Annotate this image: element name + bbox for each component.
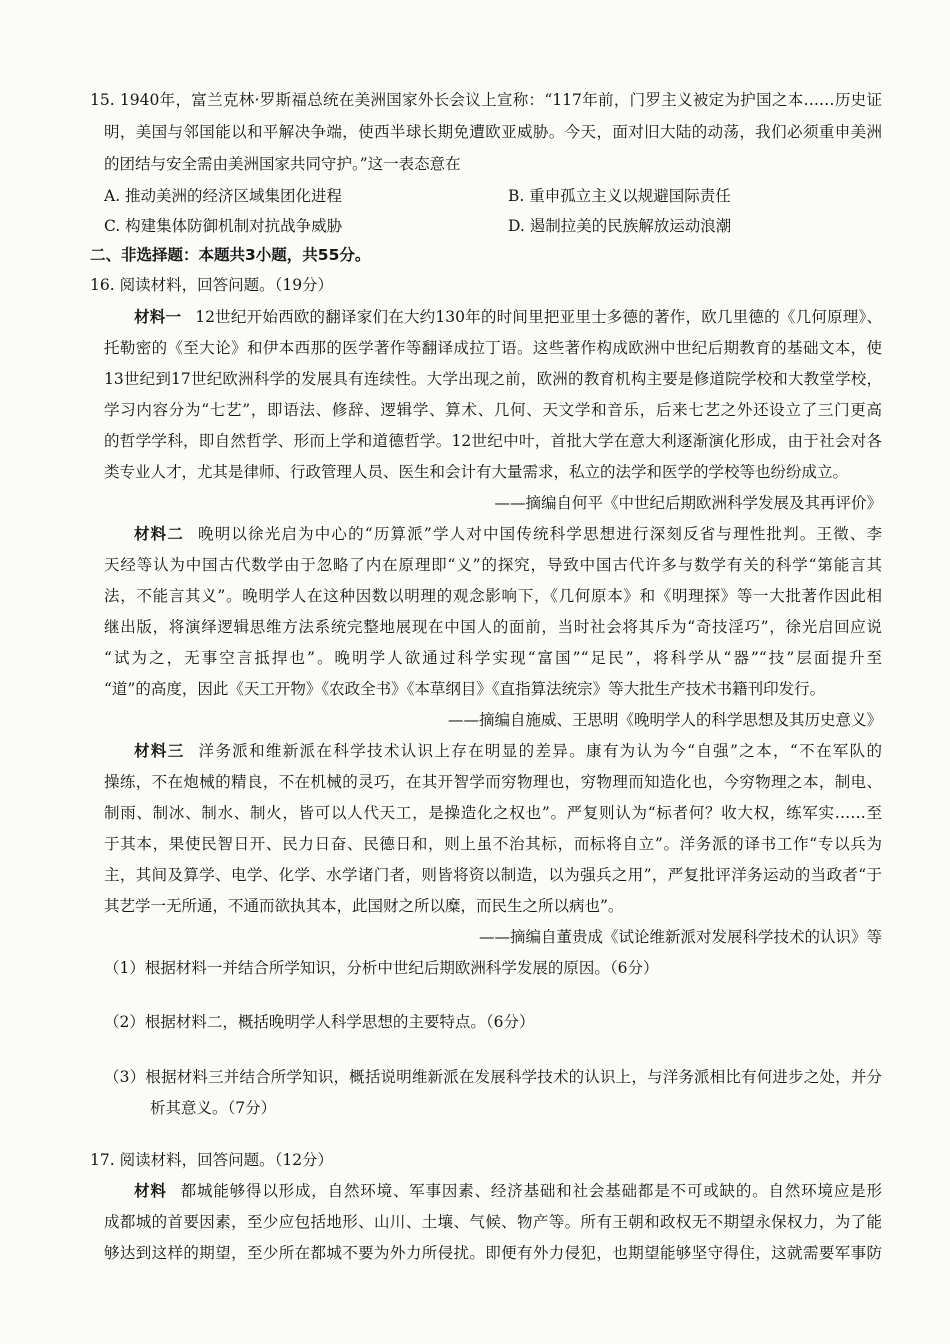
q15-option-d: D. 遏制拉美的民族解放运动浪潮 [508, 217, 732, 235]
q16-material-1-line-5: 的哲学学科，即自然哲学、形而上学和道德哲学。12世纪中叶，首批大学在意大利逐渐演化形成，由于社会对各 [104, 432, 882, 450]
q15-option-c: C. 构建集体防御机制对抗战争威胁 [104, 217, 343, 235]
q16-material-1-line-2: 托勒密的《至大论》和伊本西那的医学著作等翻译成拉丁语。这些著作构成欧洲中世纪后期教育的基础文本，使 [104, 339, 882, 357]
material-2-label: 材料二 [134, 525, 185, 543]
q16-material-1-source: ——摘编自何平《中世纪后期欧洲科学发展及其再评价》 [494, 494, 882, 512]
q16-material-2-line-2: 天经等认为中国古代数学由于忽略了内在原理即“义”的探究，导致中国古代许多与数学有关的科学“第能言其 [104, 556, 882, 574]
material-3-text: 洋务派和维新派在科学技术认识上存在明显的差异。康有为认为今“自强”之本，“不在军队的 [198, 742, 882, 760]
q17-material-text: 都城能够得以形成，自然环境、军事因素、经济基础和社会基础都是不可或缺的。自然环境应是形 [180, 1182, 882, 1200]
q16-material-2-source: ——摘编自施威、王思明《晚明学人的科学思想及其历史意义》 [447, 711, 882, 729]
q16-subquestion-2: （2）根据材料二，概括晚明学人科学思想的主要特点。（6分） [104, 1013, 535, 1031]
q16-subquestion-1: （1）根据材料一并结合所学知识，分析中世纪后期欧洲科学发展的原因。（6分） [104, 959, 659, 977]
q16-stem: 16. 阅读材料，回答问题。（19分） [90, 276, 334, 294]
q16-material-3-line-6: 其艺学一无所通，不通而欲执其本，此国财之所以糜，而民生之所以病也”。 [104, 897, 624, 915]
q17-material-label: 材料 [134, 1182, 167, 1200]
q17-material-line-3: 够达到这样的期望，至少所在都城不要为外力所侵扰。即便有外力侵犯，也期望能够坚守得住，这就需要军事防 [104, 1244, 882, 1262]
material-1-label: 材料一 [134, 308, 182, 326]
q16-subquestion-3-line-1: （3）根据材料三并结合所学知识，概括说明维新派在发展科学技术的认识上，与洋务派相比有何进步之处，并分 [104, 1068, 882, 1086]
q16-material-2-line-3: 法，不能言其义”。晚明学人在这种因数以明理的观念影响下，《几何原本》和《明理探》等一大批著作因此相 [104, 587, 882, 605]
material-3-label: 材料三 [134, 742, 185, 760]
q15-line-1: 15. 1940年，富兰克林·罗斯福总统在美洲国家外长会议上宣称：“117年前，门罗主义被定为护国之本……历史证 [90, 91, 882, 109]
q16-material-2-line-5: “试为之，无事空言抵捍也”。晚明学人欲通过科学实现“富国”“足民”，将科学从“器”“技”层面提升至 [104, 649, 882, 667]
q17-material-line-2: 成都城的首要因素，至少应包括地形、山川、土壤、气候、物产等。所有王朝和政权无不期望永保权力，为了能 [104, 1213, 882, 1231]
q17-stem: 17. 阅读材料，回答问题。（12分） [90, 1151, 334, 1169]
q16-material-1-line-1 [134, 307, 882, 327]
q16-material-3-line-3: 制雨、制冰、制水、制火，皆可以人代天工，是操造化之权也”。严复则认为“标者何？收大权，练军实……至 [104, 804, 882, 822]
q16-material-3-line-2: 操练，不在炮械的精良，不在机械的灵巧，在其开智学而穷物理也，穷物理而知造化也，今穷物理之本，制电、 [104, 773, 882, 791]
q16-material-3-line-5: 主，其间及算学、电学、化学、水学诸门者，则皆将资以制造，以为强兵之用”，严复批评洋务运动的当政者“于 [104, 866, 882, 884]
q16-material-3-source: ——摘编自董贵成《试论维新派对发展科学技术的认识》等 [478, 928, 882, 946]
q16-material-2-line-6: “道”的高度，因此《天工开物》《农政全书》《本草纲目》《直指算法统宗》等大批生产技术书籍刊印发行。 [104, 680, 826, 698]
q16-material-3-line-4: 于其本，果使民智日开、民力日奋、民德日和，则上虽不治其标，而标将自立”。洋务派的译书工作“专以兵为 [104, 835, 882, 853]
q16-material-2-line-1 [134, 524, 882, 544]
q15-line-3: 的团结与安全需由美洲国家共同守护。”这一表态意在 [104, 155, 461, 173]
q15-option-a: A. 推动美洲的经济区域集团化进程 [104, 187, 343, 205]
q15-option-b: B. 重申孤立主义以规避国际责任 [508, 187, 731, 205]
q16-material-1-line-3: 13世纪到17世纪欧洲科学的发展具有连续性。大学出现之前，欧洲的教育机构主要是修道院学校和大教堂学校， [104, 370, 882, 388]
section-2-title: 二、非选择题：本题共3小题，共55分。 [90, 246, 371, 264]
material-2-text: 晚明以徐光启为中心的“历算派”学人对中国传统科学思想进行深刻反省与理性批判。王徵、李 [198, 525, 882, 543]
q16-subquestion-3-line-2: 析其意义。（7分） [150, 1099, 277, 1117]
material-1-text: 12世纪开始西欧的翻译家们在大约130年的时间里把亚里士多德的著作，欧几里德的《几何原理》、 [195, 308, 882, 326]
q15-line-2: 明，美国与邻国能以和平解决争端，使西半球长期免遭欧亚威胁。今天，面对旧大陆的动荡，我们必须重申美洲 [104, 123, 882, 141]
q16-material-1-line-4: 学习内容分为“七艺”，即语法、修辞、逻辑学、算术、几何、天文学和音乐，后来七艺之外还设立了三门更高 [104, 401, 882, 419]
q16-material-3-line-1 [134, 741, 882, 761]
q16-material-2-line-4: 继出版，将演绎逻辑思维方法系统完整地展现在中国人的面前，当时社会将其斥为“奇技淫巧”，徐光启回应说 [104, 618, 882, 636]
q17-material-line-1 [134, 1181, 882, 1201]
q16-material-1-line-6: 类专业人才，尤其是律师、行政管理人员、医生和会计有大量需求，私立的法学和医学的学校等也纷纷成立。 [104, 463, 849, 481]
